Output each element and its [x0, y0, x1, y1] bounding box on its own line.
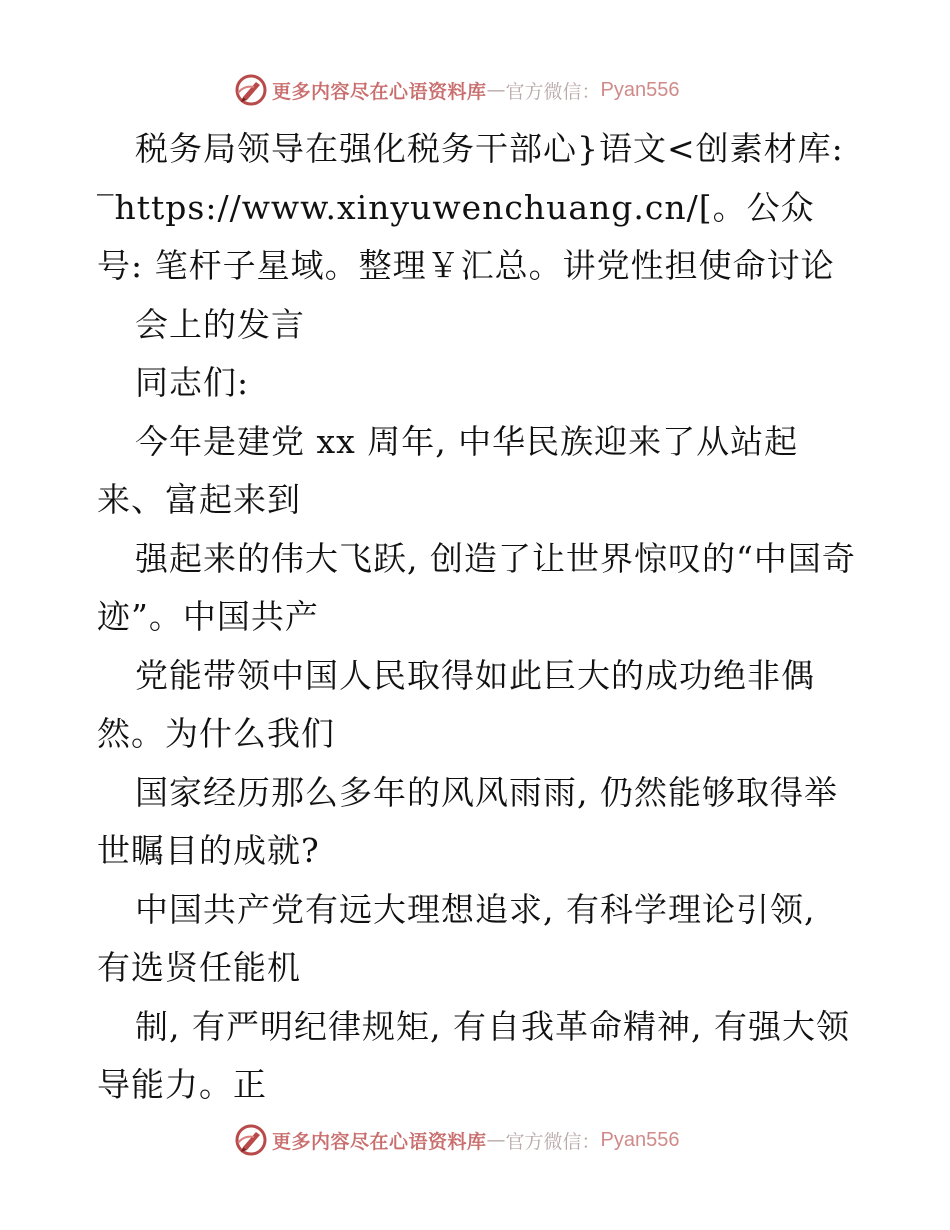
header-watermark [234, 72, 754, 108]
watermark-wechat-id: Pyan556 [600, 1128, 680, 1151]
watermark-wechat-label: 官方微信： [505, 1130, 601, 1153]
paragraph: 强起来的伟大飞跃, 创造了让世界惊叹的“中国奇迹”。中国共产 [97, 538, 856, 636]
watermark-separator: — [486, 79, 506, 101]
watermark-separator: — [486, 1129, 506, 1151]
paragraph: 党能带领中国人民取得如此巨大的成功绝非偶然。为什么我们 [97, 655, 815, 753]
paragraph: 今年是建党 xx 周年, 中华民族迎来了从站起来、富起来到 [97, 421, 799, 519]
paragraph: 中国共产党有远大理想追求, 有科学理论引领, 有选贤任能机 [97, 889, 816, 987]
watermark-slogan: 更多内容尽在心语资料库 [272, 1130, 487, 1153]
paragraph: 国家经历那么多年的风风雨雨, 仍然能够取得举世瞩目的成就? [97, 772, 838, 870]
document-body [97, 120, 857, 1115]
watermark-slogan: 更多内容尽在心语资料库 [272, 80, 487, 103]
paragraph-title-continued: 会上的发言 [135, 304, 305, 344]
paragraph-salutation: 同志们: [135, 363, 250, 402]
paragraph-title: 税务局领导在强化税务干部心}语文<创素材库:‾https://www.xinyuwenchuang.cn/[。公众号: 笔杆子星域。整理￥汇总。讲党性担使命讨论 [97, 129, 844, 285]
pen-swirl-logo-icon [234, 73, 268, 107]
pen-swirl-logo-icon [234, 1123, 268, 1157]
watermark-wechat-label: 官方微信： [505, 80, 601, 103]
footer-watermark [234, 1122, 754, 1158]
paragraph: 制, 有严明纪律规矩, 有自我革命精神, 有强大领导能力。正 [97, 1006, 850, 1104]
watermark-wechat-id: Pyan556 [600, 78, 680, 101]
